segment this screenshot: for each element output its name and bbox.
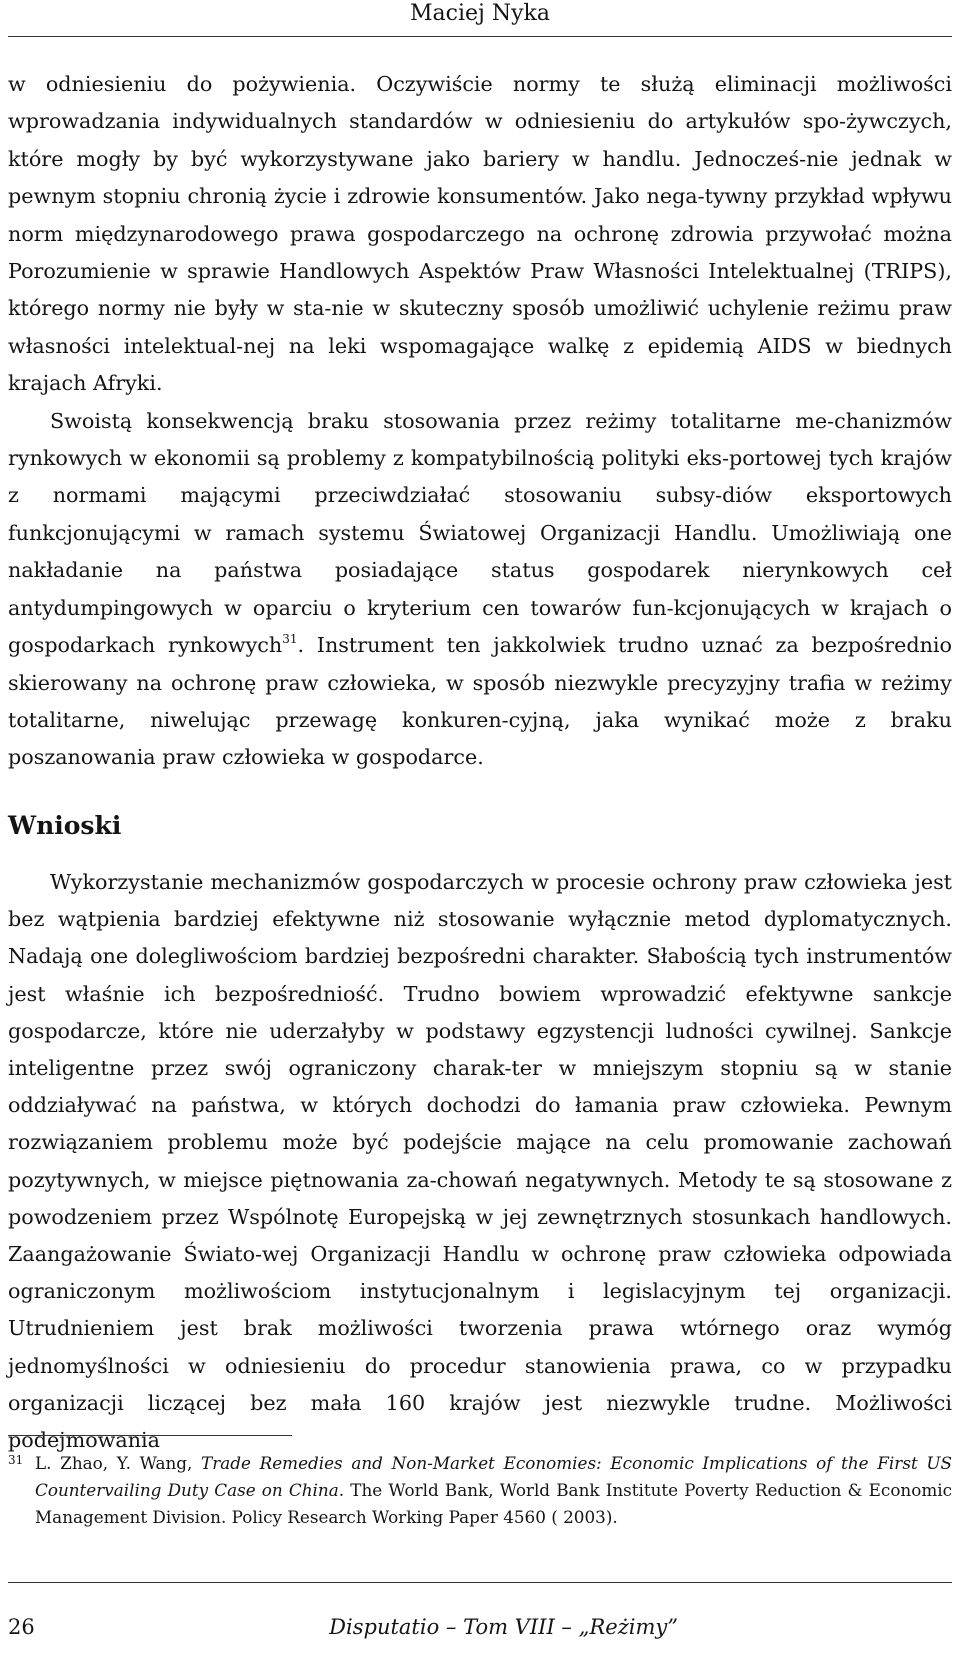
footnote-divider [8,1435,292,1436]
header-divider [8,36,952,37]
page-number: 26 [8,1615,35,1639]
footnote-31 [8,1450,952,1531]
running-head-author: Maciej Nyka [410,1,550,26]
footnote-publication: . The World Bank, World Bank Institute Poverty Reduction & Economic Management Division. Policy Research Working Paper 4560 ( 2003). [35,1480,953,1527]
paragraph-export-policy [8,403,952,777]
footnote-authors: L. Zhao, Y. Wang, [35,1453,202,1473]
paragraph-continuation: w odniesieniu do pożywienia. Oczywiście normy te służą eliminacji możliwości wprowadzania indywidualnych standardów w odniesieniu do artykułów spo-żywczych, które mogły by być wykorzystywane jako bariery w handlu. Jednocześ-nie jednak w pewnym stopniu chronią życie i zdrowie konsumentów. Jako nega-tywny przykład wpływu norm międzynarodowego prawa gospodarczego na ochronę zdrowia przywołać można Porozumienie w sprawie Handlowych Aspektów Praw Własności Intelektualnej (TRIPS), którego normy nie były w sta-nie w skuteczny sposób umożliwić uchylenie reżimu praw własności intelektual-nej na leki wspomagające walkę z epidemią AIDS w biednych krajach Afryki. [8,72,952,396]
paragraph-text: Swoistą konsekwencją braku stosowania przez reżimy totalitarne me-chanizmów rynkowych w ekonomii są problemy z kompatybilnością polityki eks-portowej tych krajów z normami mającymi przeciwdziałać stosowaniu subsy-diów eksportowych funkcjonującymi w ramach systemu Światowej Organizacji Handlu. Umożliwiają one nakładanie na państwa posiadające status gospodarek nierynkowych ceł antydumpingowych w oparciu o kryterium cen towarów fun-kcjonujących w krajach o gospodarkach rynkowych [8,408,952,658]
footnote-number: 31 [8,1453,24,1467]
section-heading-conclusions: Wnioski [8,811,122,840]
conclusions-text [8,864,952,1459]
footer-divider [8,1582,952,1583]
paragraph-conclusions: Wykorzystanie mechanizmów gospodarczych w procesie ochrony praw człowieka jest bez wątpienia bardziej efektywne niż stosowanie wyłącznie metod dyplomatycznych. Nadają one dolegliwościom bardziej bezpośredni charakter. Słabością tych instrumentów jest właśnie ich bezpośredniość. Trudno bowiem wprowadzić efektywne sankcje gospodarcze, które nie uderzałyby w podstawy egzystencji ludności cywilnej. Sankcje inteligentne przez swój ograniczony charak-ter w mniejszym stopniu są w stanie oddziaływać na państwa, w których dochodzi do łamania praw człowieka. Pewnym rozwiązaniem problemu może być podejście mające na celu promowanie zachowań pozytywnych, w miejsce piętnowania za-chowań negatywnych. Metody te są stosowane z powodzeniem przez Wspólnotę Europejską w jej zewnętrznych stosunkach handlowych. Zaangażowanie Świato-wej Organizacji Handlu w ochronę praw człowieka odpowiada ograniczonym możliwościom instytucjonalnym i legislacyjnym tej organizacji. Utrudnieniem jest brak możliwości tworzenia prawa wtórnego oraz wymóg jednomyślności w odniesieniu do procedur stanowienia prawa, co w przypadku organizacji liczącej bez mała 160 krajów jest niezwykle trudne. Możliwości podejmowania [8,870,952,1453]
main-text [8,66,952,777]
paragraph-text: . Instrument ten jakkolwiek trudno uznać za bezpośrednio skierowany na ochronę praw człowieka, w sposób niezwykle precyzyjny trafia w reżimy totalitarne, niwelując przewagę konkuren-cyjną, jaka wynikać może z braku poszanowania praw człowieka w gospodarce. [8,633,952,770]
footnote-reference[interactable]: 31 [282,632,298,647]
footnote-text [35,1450,952,1531]
journal-title: Disputatio – Tom VIII – „Reżimy” [329,1615,678,1639]
footnote-title: Trade Remedies and Non-Market Economies: Economic Implications of the First US Countervailing Duty Case on China [35,1453,952,1500]
